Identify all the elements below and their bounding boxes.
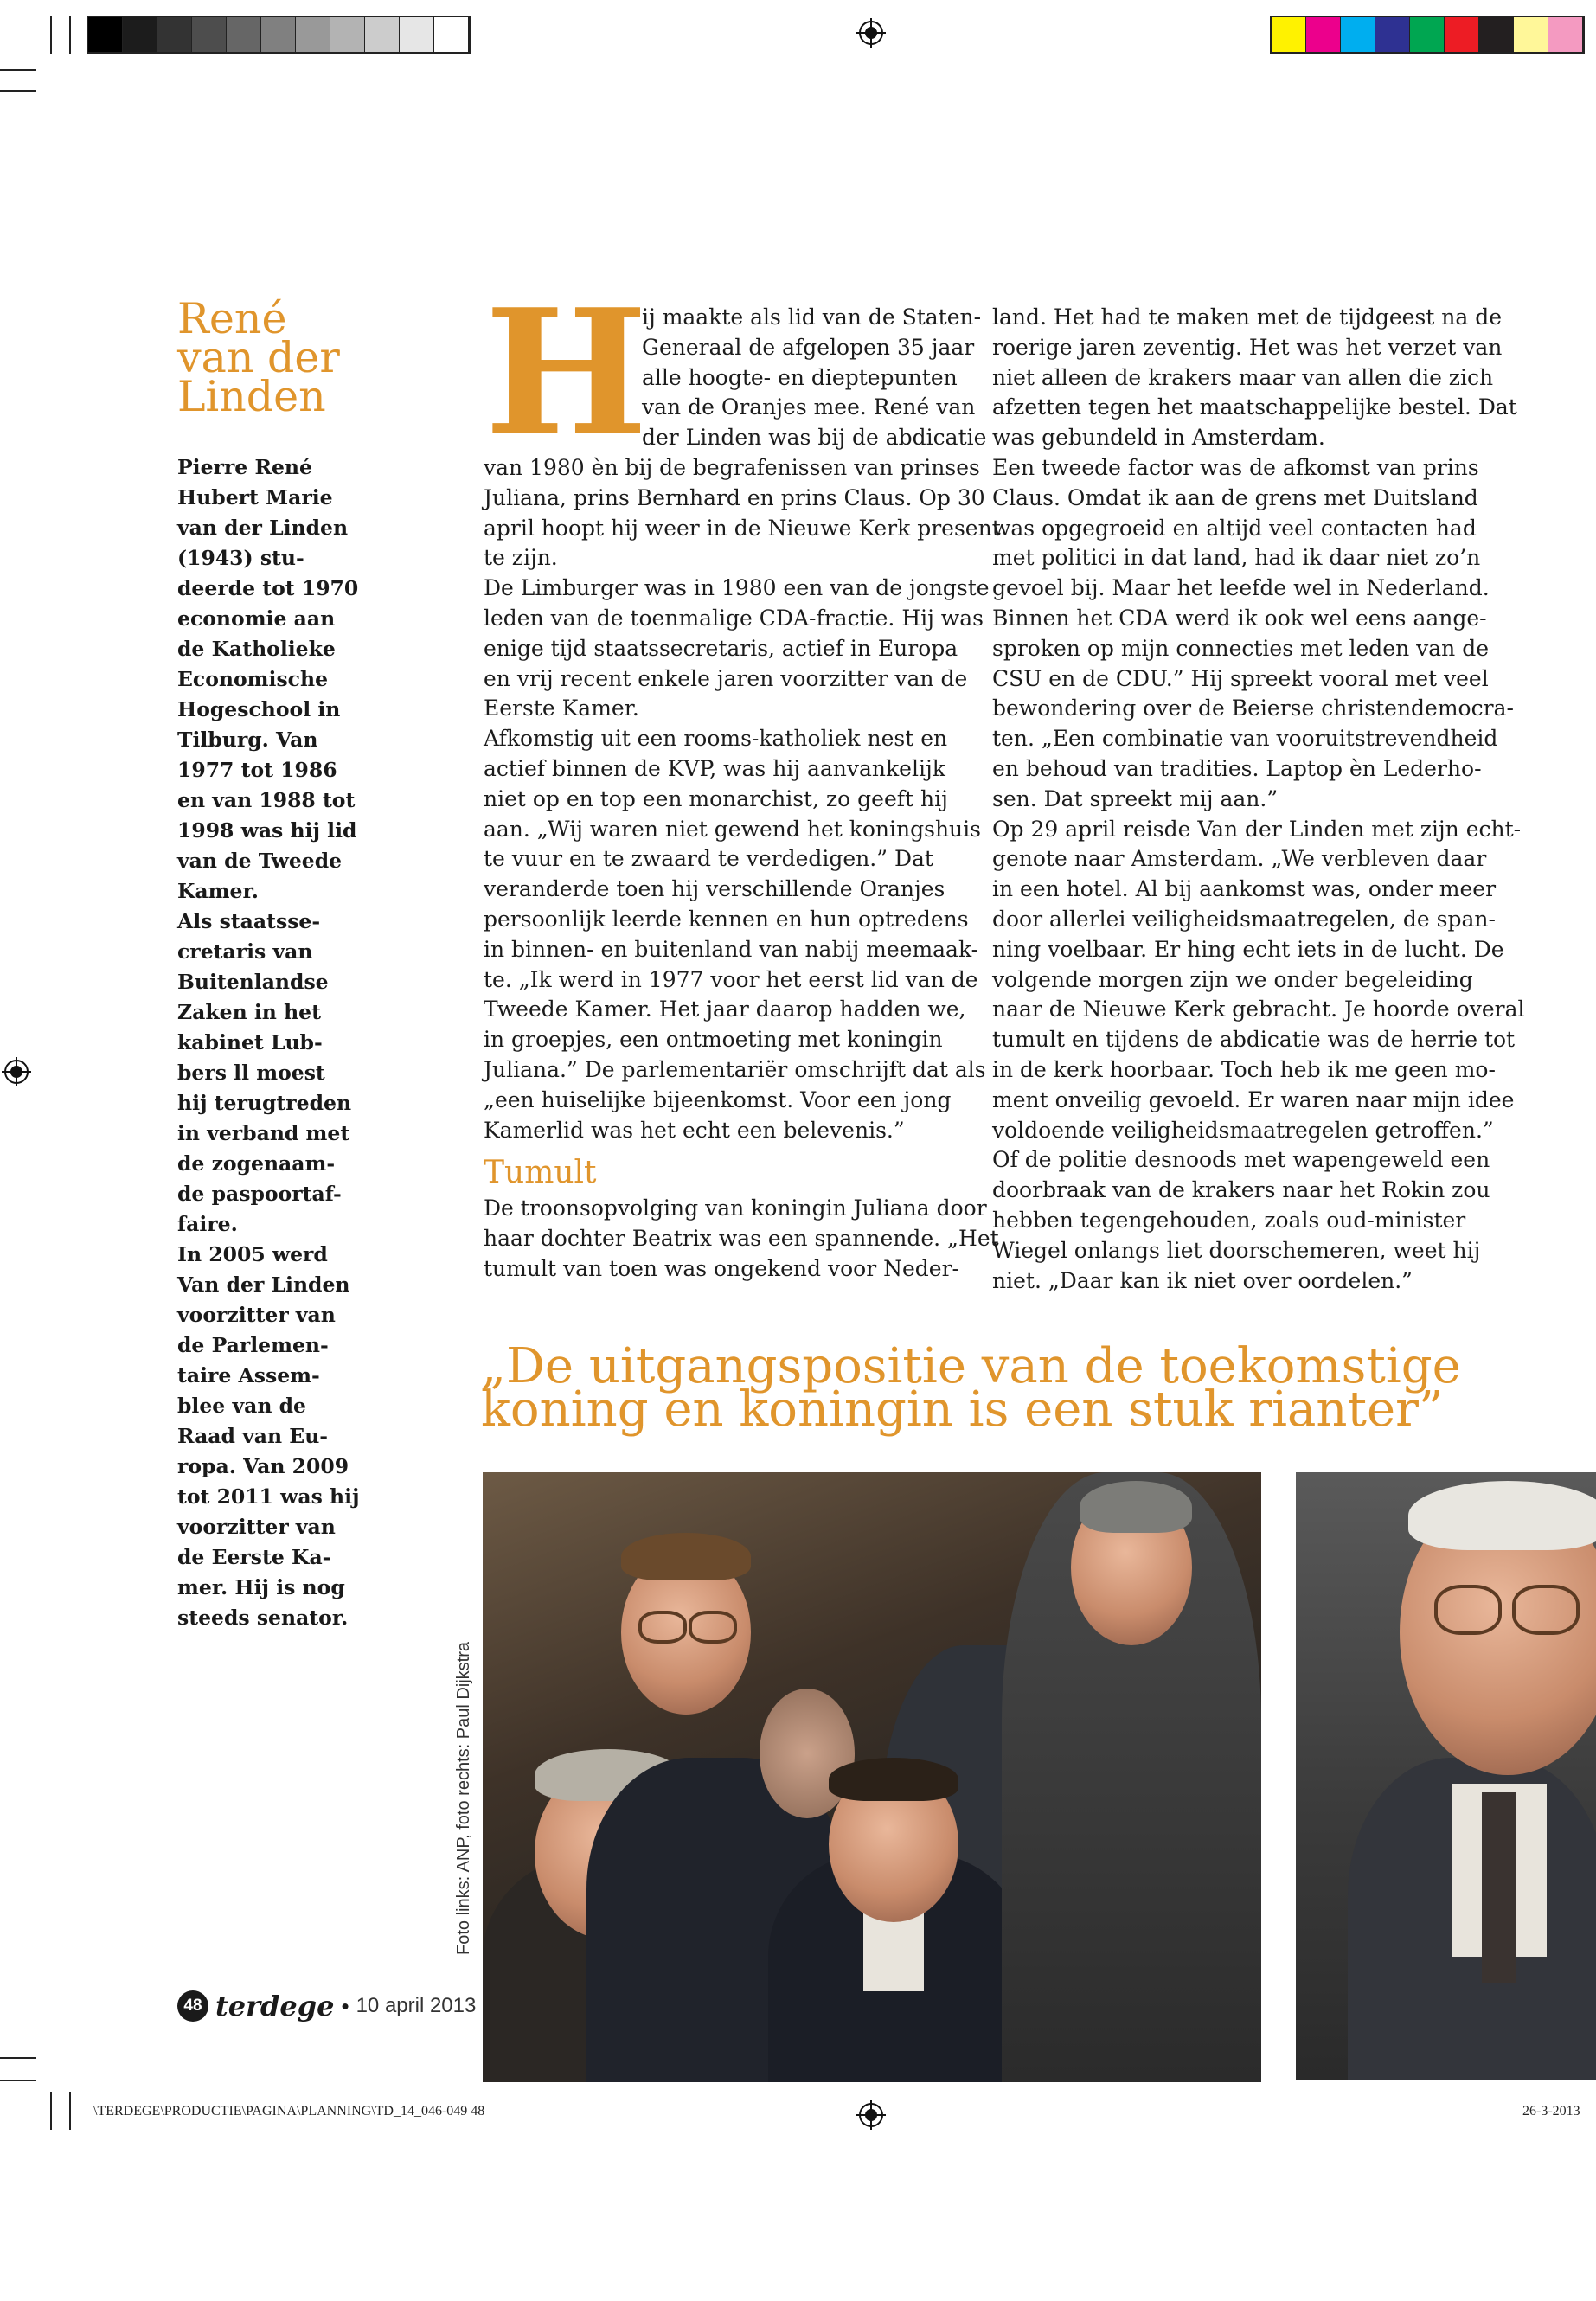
text-line: genote naar Amsterdam. „We verbleven daar [992,846,1487,872]
text-line: leden van de toenmalige CDA-fractie. Hij was [484,605,984,631]
text-line: in binnen- en buitenland van nabij meemaak- [484,936,979,962]
text-line: en behoud van tradities. Laptop èn Lederho- [992,755,1482,781]
bio-line: 1998 was hij lid [177,818,357,843]
bio-line: van der Linden [177,516,349,540]
bio-line: economie aan [177,606,336,631]
photo-credit: Foto links: ANP, foto rechts: Paul Dijkstra [454,1641,473,1955]
process-color-bar [1270,16,1585,54]
print-date: 26-3-2013 [1522,2104,1580,2118]
bio-line: 1977 tot 1986 [177,758,337,782]
text-line: „een huiselijke bijeenkomst. Voor een jong [484,1086,952,1112]
color-swatch [192,17,227,52]
article-column-1 [484,303,1001,1285]
text-line: hebben tegengehouden, zoals oud-minister [992,1207,1466,1233]
text-line: tumult en tijdens de abdicatie was de herrie tot [992,1027,1516,1053]
text-line: ment onveilig gevoeld. Er waren naar mijn idee [992,1086,1515,1112]
text-line: bewondering over de Beierse christendemocra- [992,695,1514,721]
color-swatch [157,17,192,52]
pull-quote [481,1338,1596,1438]
bio-line: bers ll moest [177,1061,325,1085]
column-1-body [484,453,1001,1145]
color-swatch [400,17,434,52]
bio-line: Pierre René [177,455,312,479]
bio-line: en van 1988 tot [177,788,356,812]
sidebar-title-line: René [177,294,287,343]
text-line: Generaal de afgelopen 35 jaar [642,334,975,360]
color-swatch [1341,17,1375,52]
text-line: volgende morgen zijn we onder begeleiding [992,966,1473,992]
text-line: Binnen het CDA werd ik ook wel eens aange- [992,605,1487,631]
text-line: De troonsopvolging van koningin Juliana door [484,1195,987,1221]
sidebar-title-line: van der [177,333,340,382]
color-swatch [365,17,400,52]
bio-line: Van der Linden [177,1272,350,1297]
sidebar-title [177,294,385,421]
text-line: haar dochter Beatrix was een spannende. „Het [484,1226,999,1252]
bio-line: In 2005 werd [177,1242,328,1266]
text-line: te. „Ik werd in 1977 voor het eerst lid van de [484,966,978,992]
color-swatch [1375,17,1410,52]
text-line: niet. „Daar kan ik niet over oordelen.” [992,1267,1413,1293]
text-line: door allerlei veiligheidsmaatregelen, de span- [992,906,1496,932]
crop-mark [50,2092,52,2130]
crop-mark [69,2092,71,2130]
text-line: land. Het had te maken met de tijdgeest na de [992,304,1503,330]
bio-line: Zaken in het [177,1000,321,1024]
color-swatch [1272,17,1306,52]
text-line: was opgegroeid en altijd veel contacten had [992,515,1477,541]
color-swatch [227,17,261,52]
text-line: Kamerlid was het echt een belevenis.” [484,1117,905,1143]
text-line: Op 29 april reisde Van der Linden met zijn echt- [992,816,1522,842]
separator: • [341,1992,349,2019]
crop-mark [50,16,52,54]
text-line: alle hoogte- en dieptepunten [642,364,958,390]
text-line: ij maakte als lid van de Staten- [642,304,982,330]
text-line: van de Oranjes mee. René van [642,394,976,420]
pull-quote-line: „De uitgangspositie van de toekomstige [481,1338,1461,1394]
registration-mark-icon [856,2100,886,2130]
text-line: Een tweede factor was de afkomst van prins [992,454,1479,480]
bio-line: de Parlemen- [177,1333,329,1357]
crop-mark [0,2057,36,2059]
bio-line: tot 2011 was hij [177,1484,360,1509]
file-slug: \TERDEGE\PRODUCTIE\PAGINA\PLANNING\TD_14_046-049 48 [93,2104,485,2118]
text-line: veranderde toen hij verschillende Oranjes [484,876,945,902]
color-swatch [1514,17,1548,52]
bio-line: Hubert Marie [177,485,333,510]
text-line: aan. „Wij waren niet gewend het koningshuis [484,816,981,842]
bio-line: Economische [177,667,329,691]
bio-line: de Eerste Ka- [177,1545,331,1569]
text-line: te vuur en te zwaard te verdedigen.” Dat [484,846,933,872]
text-line: Tweede Kamer. Het jaar daarop hadden we, [484,997,966,1022]
text-line: sproken op mijn connecties met leden van de [992,635,1489,661]
text-line: der Linden was bij de abdicatie [642,425,987,451]
text-line: was gebundeld in Amsterdam. [992,425,1325,451]
color-swatch [1445,17,1479,52]
text-line: Wiegel onlangs liet doorschemeren, weet hij [992,1237,1481,1263]
color-swatch [434,17,469,52]
column-1-tail [484,1194,999,1284]
color-swatch [296,17,330,52]
bio-line: Buitenlandse [177,970,329,994]
text-line: Juliana.” De parlementariër omschrijft dat als [484,1056,986,1082]
bio-line: mer. Hij is nog [177,1575,345,1599]
drop-cap: H [484,272,648,475]
text-line: in een hotel. Al bij aankomst was, onder meer [992,876,1497,902]
bio-line: kabinet Lub- [177,1030,323,1054]
bio-line: Als staatsse- [177,909,321,933]
text-line: persoonlijk leerde kennen en hun optredens [484,906,969,932]
text-line: april hoopt hij weer in de Nieuwe Kerk present [484,515,1001,541]
text-line: te zijn. [484,545,558,571]
parliament-photo [483,1472,1261,2082]
text-line: tumult van toen was ongekend voor Neder- [484,1255,959,1281]
crop-mark [0,2080,36,2081]
bio-line: de Katholieke [177,637,336,661]
text-line: Afkomstig uit een rooms-katholiek nest en [484,726,948,752]
color-swatch [330,17,365,52]
text-line: CSU en de CDU.” Hij spreekt vooral met veel [992,665,1489,691]
bio-line: voorzitter van [177,1303,336,1327]
text-line: in de kerk hoorbaar. Toch heb ik me geen mo- [992,1056,1496,1082]
bio-line: (1943) stu- [177,546,304,570]
folio [177,1990,476,2022]
bio-line: ropa. Van 2009 [177,1454,349,1478]
color-swatch [123,17,157,52]
subheading: Tumult [484,1155,597,1191]
registration-mark-icon [2,1057,31,1086]
text-line: met politici in dat land, had ik daar niet zo’n [992,545,1481,571]
text-line: doorbraak van de krakers naar het Rokin zou [992,1177,1490,1203]
magazine-logo: terdege [215,1990,335,2022]
bio-line: van de Tweede [177,849,343,873]
text-line: niet alleen de krakers maar van allen die zich [992,364,1494,390]
bio-line: deerde tot 1970 [177,576,359,600]
color-swatch [1410,17,1445,52]
text-line: van 1980 èn bij de begrafenissen van prinses [484,454,980,480]
article-column-2 [992,303,1525,1296]
crop-mark [0,90,36,92]
bio-line: Kamer. [177,879,259,903]
bio-line: steeds senator. [177,1606,349,1630]
text-line: ning voelbaar. Er hing echt iets in de lucht. De [992,936,1504,962]
text-line: Claus. Omdat ik aan de grens met Duitsland [992,484,1478,510]
text-line: actief binnen de KVP, was hij aanvankelijk [484,755,945,781]
sidebar-title-line: Linden [177,372,326,421]
bio-line: hij terugtreden [177,1091,352,1115]
bio-line: de paspoortaf- [177,1182,342,1206]
text-line: niet op en top een monarchist, zo geeft hij [484,785,948,811]
text-line: sen. Dat spreekt mij aan.” [992,785,1279,811]
bio-line: cretaris van [177,939,313,964]
bio-line: faire. [177,1212,238,1236]
registration-mark-icon [856,18,886,48]
color-swatch [1548,17,1583,52]
bio-line: in verband met [177,1121,350,1145]
text-line: Juliana, prins Bernhard en prins Claus. Op 30 [484,484,985,510]
crop-mark [0,69,36,71]
text-line: voldoende veiligheidsmaatregelen getroffen.” [992,1117,1494,1143]
color-swatch [261,17,296,52]
sidebar-bio [177,452,359,1633]
text-line: en vrij recent enkele jaren voorzitter van de [484,665,968,691]
bio-line: de zogenaam- [177,1151,336,1176]
bio-line: voorzitter van [177,1515,336,1539]
bio-line: Raad van Eu- [177,1424,329,1448]
bio-line: taire Assem- [177,1363,320,1388]
color-swatch [1479,17,1514,52]
pull-quote-line: koning en koningin is een stuk rianter” [481,1381,1444,1438]
text-line: roerige jaren zeventig. Het was het verzet van [992,334,1503,360]
crop-mark [69,16,71,54]
text-line: enige tijd staatssecretaris, actief in Europa [484,635,958,661]
issue-date: 10 april 2013 [356,1994,477,2017]
text-line: Of de politie desnoods met wapengeweld een [992,1147,1490,1173]
color-swatch [1306,17,1341,52]
text-line: naar de Nieuwe Kerk gebracht. Je hoorde overal [992,997,1525,1022]
text-line: ten. „Een combinatie van vooruitstrevendheid [992,726,1498,752]
bio-line: blee van de [177,1394,306,1418]
text-line: Eerste Kamer. [484,695,639,721]
portrait-photo [1296,1472,1596,2080]
color-swatch [88,17,123,52]
bio-line: Hogeschool in [177,697,341,721]
page-number: 48 [177,1990,208,2022]
gray-color-bar [87,16,471,54]
text-line: in groepjes, een ontmoeting met koningin [484,1027,943,1053]
lead-paragraph [642,303,987,453]
bio-line: Tilburg. Van [177,727,318,752]
text-line: De Limburger was in 1980 een van de jongste [484,575,990,601]
text-line: afzetten tegen het maatschappelijke bestel. Dat [992,394,1517,420]
text-line: gevoel bij. Maar het leefde wel in Nederland. [992,575,1490,601]
